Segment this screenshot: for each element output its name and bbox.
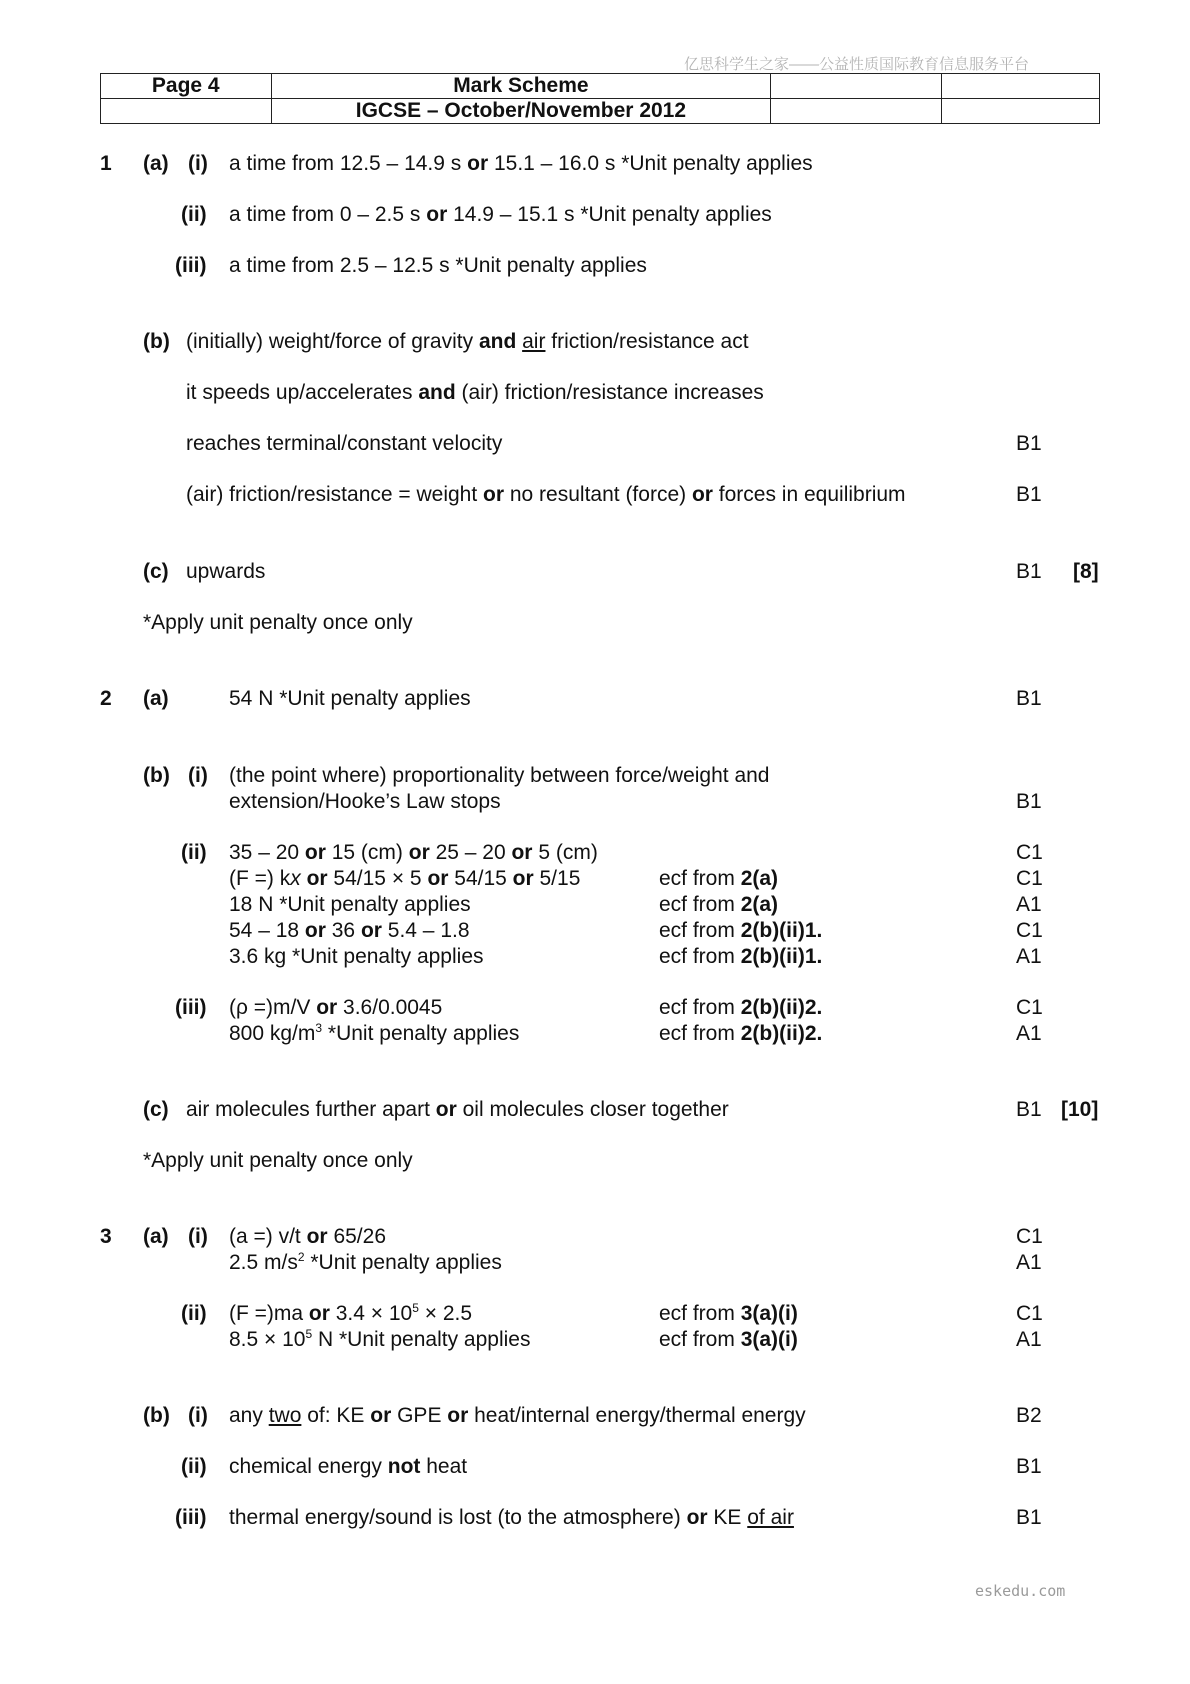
answer-text: 3.6 kg *Unit penalty applies (229, 945, 484, 968)
answer-text: $8.5 \times 10^5$ N *Unit penalty applies (229, 1327, 531, 1351)
answer-text: 35 – 20 or 15 (cm) or 25 – 20 or 5 (cm) (229, 841, 598, 864)
answer-text: 18 N *Unit penalty applies (229, 893, 471, 916)
answer-text: reaches terminal/constant velocity (186, 432, 503, 455)
answer-text: extension/Hooke’s Law stops (229, 790, 501, 813)
mark-code: C1 (1016, 867, 1043, 890)
answer-text: upwards (186, 560, 266, 583)
part-label: (a) (143, 687, 169, 710)
ecf-note: ecf from 2(b)(ii)2. (659, 996, 823, 1019)
mark-code: B1 (1016, 790, 1042, 813)
mark-code: B1 (1016, 432, 1042, 455)
subpart-label: (i) (188, 1225, 208, 1248)
ecf-note: ecf from 2(b)(ii)1. (659, 945, 823, 968)
answer-text: (F =)ma or $3.4 \times 10^5 \times 2.5$ (229, 1301, 473, 1325)
question-number: 1 (100, 152, 112, 175)
mark-code: B1 (1016, 560, 1042, 583)
answer-text: a time from 0 – 2.5 s or 14.9 – 15.1 s *Unit penalty applies (229, 203, 772, 226)
header-table (100, 73, 1100, 124)
subpart-label: (ii) (181, 203, 207, 226)
mark-code: B1 (1016, 1455, 1042, 1478)
header-empty-cell (771, 74, 941, 99)
subpart-label: (ii) (181, 1302, 207, 1325)
answer-text: (F =) kx or 54/15 × 5 or 54/15 or 5/15 (229, 867, 581, 890)
ecf-note: ecf from 3(a)(i) (659, 1302, 798, 1325)
subpart-label: (ii) (181, 1455, 207, 1478)
question-number: 3 (100, 1225, 112, 1248)
answer-text: 54 N *Unit penalty applies (229, 687, 471, 710)
mark-code: B1 (1016, 1098, 1042, 1121)
mark-code: C1 (1016, 1302, 1043, 1325)
part-label: (b) (143, 330, 170, 353)
part-label: (c) (143, 560, 169, 583)
answer-text: 54 – 18 or 36 or 5.4 – 1.8 (229, 919, 470, 942)
mark-code: C1 (1016, 996, 1043, 1019)
subpart-label: (i) (188, 764, 208, 787)
subpart-label: (iii) (175, 1506, 207, 1529)
note-text: *Apply unit penalty once only (143, 1149, 413, 1172)
answer-text: a time from 12.5 – 14.9 s or 15.1 – 16.0 s *Unit penalty applies (229, 152, 813, 175)
answer-text: 800 $kg/m^3$ *Unit penalty applies (229, 1021, 520, 1045)
header-empty-cell (771, 99, 941, 124)
question-total: [10] (1061, 1098, 1099, 1121)
header-empty-cell (941, 74, 1099, 99)
answer-text: it speeds up/accelerates and (air) friction/resistance increases (186, 381, 764, 404)
mark-code: A1 (1016, 1251, 1042, 1274)
subpart-label: (iii) (175, 254, 207, 277)
answer-text: (initially) weight/force of gravity and air friction/resistance act (186, 330, 749, 353)
subpart-label: (i) (188, 152, 208, 175)
mark-code: A1 (1016, 945, 1042, 968)
part-label: (b) (143, 764, 170, 787)
subpart-label: (i) (188, 1404, 208, 1427)
mark-code: B1 (1016, 1506, 1042, 1529)
part-label: (a) (143, 152, 169, 175)
part-label: (a) (143, 1225, 169, 1248)
footer-site: eskedu.com (975, 1582, 1066, 1600)
answer-text: 2.5 $m/s^2$ *Unit penalty applies (229, 1250, 502, 1274)
mark-code: A1 (1016, 893, 1042, 916)
ecf-note: ecf from 2(a) (659, 893, 779, 916)
answer-text: thermal energy/sound is lost (to the atmosphere) or KE of air (229, 1506, 794, 1529)
mark-code: C1 (1016, 841, 1043, 864)
mark-code: B1 (1016, 483, 1042, 506)
ecf-note: ecf from 2(a) (659, 867, 779, 890)
answer-text: chemical energy not heat (229, 1455, 468, 1478)
answer-text: a time from 2.5 – 12.5 s *Unit penalty applies (229, 254, 647, 277)
mark-code: A1 (1016, 1022, 1042, 1045)
header-empty-cell (101, 99, 272, 124)
mark-code: B1 (1016, 687, 1042, 710)
mark-code: A1 (1016, 1328, 1042, 1351)
mark-code: B2 (1016, 1404, 1042, 1427)
watermark: 亿思科学生之家——公益性质国际教育信息服务平台 (684, 56, 1030, 73)
answer-text: (the point where) proportionality between force/weight and (229, 764, 770, 787)
doc-title: Mark Scheme (271, 74, 771, 99)
part-label: (b) (143, 1404, 170, 1427)
mark-code: C1 (1016, 1225, 1043, 1248)
header-empty-cell (941, 99, 1099, 124)
question-number: 2 (100, 687, 112, 710)
answer-text: any two of: KE or GPE or heat/internal energy/thermal energy (229, 1404, 806, 1427)
question-total: [8] (1073, 560, 1099, 583)
answer-text: (ρ =)m/V or 3.6/0.0045 (229, 996, 443, 1019)
mark-code: C1 (1016, 919, 1043, 942)
answer-text: (a =) v/t or 65/26 (229, 1225, 386, 1248)
note-text: *Apply unit penalty once only (143, 611, 413, 634)
ecf-note: ecf from 3(a)(i) (659, 1328, 798, 1351)
ecf-note: ecf from 2(b)(ii)2. (659, 1022, 823, 1045)
answer-text: (air) friction/resistance = weight or no resultant (force) or forces in equilibrium (186, 483, 906, 506)
subpart-label: (ii) (181, 841, 207, 864)
answer-text: air molecules further apart or oil molecules closer together (186, 1098, 729, 1121)
doc-subtitle: IGCSE – October/November 2012 (271, 99, 771, 124)
ecf-note: ecf from 2(b)(ii)1. (659, 919, 823, 942)
subpart-label: (iii) (175, 996, 207, 1019)
part-label: (c) (143, 1098, 169, 1121)
page-number: Page 4 (101, 74, 272, 99)
